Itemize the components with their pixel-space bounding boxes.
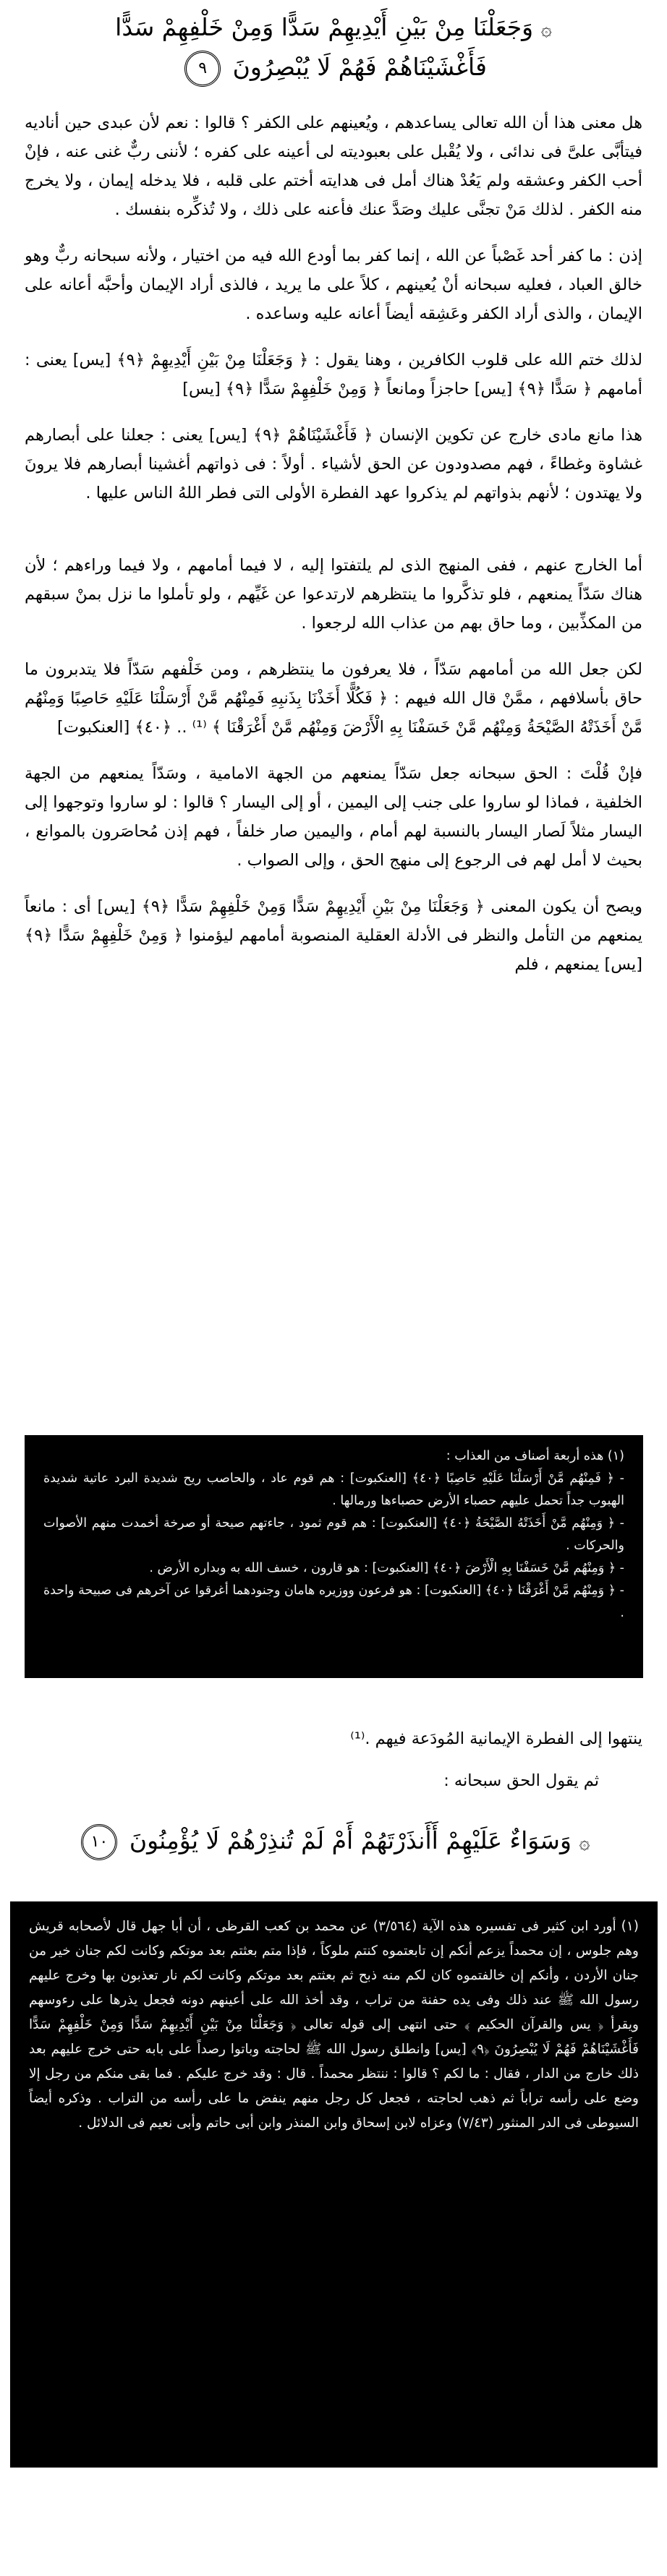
footnote-line: - ﴿ وَمِنْهُم مَّنْ أَخَذَتْهُ الصَّيْحَةُ ﴿٤٠﴾ [العنكبوت] : هم قوم ثمود ، جاءتهم صيحة أو صرخة أخمدت منهم الأصوات والحركات .	[43, 1516, 624, 1553]
verse-number-badge: ٩	[184, 51, 221, 87]
paragraph: هذا مانع مادى خارج عن تكوين الإنسان ﴿ فَأَغْشَيْنَاهُمْ ﴿٩﴾ [يس] يعنى : جعلنا على أبصارهم غشاوة وغطاءً ، فهم مصدودون عن الحق لأشياء . أولاً : فى ذواتهم أغشينا أبصارهم فلا يرونَ ولا يهتدون ؛ لأنهم بذواتهم لم يذكروا عهد الفطرة الأولى التى فطر اللهُ الناس عليها .	[25, 426, 642, 502]
paragraph: ينتهوا إلى الفطرة الإيمانية المُودَعة فيهم .⁽¹⁾	[350, 1729, 642, 1748]
paragraph: لكن جعل الله من أمامهم سَدّاً ، فلا يعرفون ما ينتظرهم ، ومن خَلْفهم سَدّاً فلا يتدبرون ما حاق بأسلافهم ، ممَّنْ قال الله فيهم : ﴿ فَكُلًّا أَخَذْنَا بِذَنبِهِ فَمِنْهُم مَّنْ أَرْسَلْنَا عَلَيْهِ حَاصِبًا وَمِنْهُم مَّنْ أَخَذَتْهُ الصَّيْحَةُ وَمِنْهُم مَّنْ خَسَفْنَا بِهِ الْأَرْضَ وَمِنْهُم مَّنْ أَغْرَقْنَا ﴾ ⁽¹⁾ .. ﴿٤٠﴾ [العنكبوت]	[25, 660, 642, 737]
footnote-box-1	[25, 1435, 643, 1678]
footnote-text: (١) أورد ابن كثير فى تفسيره هذه الآية (٣/٥٦٤) عن محمد بن كعب القرظى ، أن أبا جهل قال لأصحابه قريش وهم جلوس ، إن محمداً يزعم أنكم إن تابعتموه كنتم ملوكاً ، فإذا متم بعثتم بعد موتكم وكانت لكم جنان خير من جنان الأردن ، وأنكم إن خالفتموه كان لكم منه ذبح ثم بعثتم بعد موتكم وكانت لكم نار تعذبون بها وخرج عليهم رسول الله ﷺ عند ذلك وفى يده حفنة من تراب ، وقد أخذ الله على أعينهم دونه فجعل يذرها على رءوسهم ويقرأ ﴿ يس والقرآن الحكيم ﴾ حتى انتهى إلى قوله تعالى ﴿ وَجَعَلْنَا مِنْ بَيْنِ أَيْدِيهِمْ سَدًّا وَمِنْ خَلْفِهِمْ سَدًّا فَأَغْشَيْنَاهُمْ فَهُمْ لَا يُبْصِرُونَ ﴿٩﴾ [يس] وانطلق رسول الله ﷺ لحاجته وباتوا رصداً على بابه حتى خرج عليهم بعد ذلك خارج من الدار ، فقال : ما لكم ؟ قالوا : ننتظر محمداً . قال : وقد خرج عليكم . فما بقى منكم من رجل إلا وضع على رأسه تراباً ثم ذهب لحاجته ، فجعل كل رجل منهم ينفض ما على رأسه من التراب . وذكره أيضاً السيوطى فى الدر المنثور (٧/٤٣) وعزاه لابن إسحاق وابن المنذر وابن أبى حاتم وأبى نعيم فى الدلائل .	[29, 1919, 639, 2131]
footnote-line: (١) هذه أربعة أصناف من العذاب :	[446, 1449, 624, 1463]
main-text	[0, 108, 667, 986]
footnote-line: - ﴿ وَمِنْهُم مَّنْ أَغْرَقْنَا ﴿٤٠﴾ [العنكبوت] : هو فرعون ووزيره هامان وجنودهما أغرقوا عن آخرهم فى صبيحة واحدة .	[43, 1583, 624, 1620]
verse-line-1: وَجَعَلْنَا مِنْ بَيْنِ أَيْدِيهِمْ سَدًّا وَمِنْ خَلْفِهِمْ سَدًّا	[115, 13, 534, 41]
verse-ornament-icon: ۞	[579, 1832, 590, 1854]
paragraph: ويصح أن يكون المعنى ﴿ وَجَعَلْنَا مِنْ بَيْنِ أَيْدِيهِمْ سَدًّا وَمِنْ خَلْفِهِمْ سَدًّا ﴿٩﴾ [يس] أى : مانعاً يمنعهم من التأمل والنظر فى الأدلة العقلية المنصوبة أمامهم ليؤمنوا ﴿ وَمِنْ خَلْفِهِمْ سَدًّا ﴿٩﴾ [يس] يمنعهم ، فلم	[25, 897, 642, 974]
verse-line-2: فَأَغْشَيْنَاهُمْ فَهُمْ لَا يُبْصِرُونَ	[232, 53, 487, 81]
paragraph: إذن : ما كفر أحد غَصْباً عن الله ، إنما كفر بما أودع الله فيه من اختيار ، ولأنه سبحانه ربٌّ وهو خالق العباد ، فعليه سبحانه أنْ يُعينهم ، كلاً على ما يريد ، فالذى أراد الإيمان وأحبَّه أعانه على الإيمان ، والذى أراد الكفر وعَشِقه أيضاً أعانه عليه وساعده .	[25, 247, 642, 323]
verse-ornament-icon: ۞	[540, 19, 552, 40]
footnote-line: - ﴿ وَمِنْهُم مَّنْ خَسَفْنَا بِهِ الْأَرْضَ ﴿٤٠﴾ [العنكبوت] : هو قارون ، خسف الله به وبداره الأرض .	[149, 1561, 624, 1575]
verse-number-badge: ١٠	[81, 1824, 117, 1860]
paragraph: فإنْ قُلْتَ : الحق سبحانه جعل سَدّاً يمنعهم من الجهة الامامية ، وسَدّاً يمنعهم من الجهة الخلفية ، فماذا لو ساروا على جنب إلى اليمين ، أو إلى اليسار ؟ قالوا : لو ساروا وتوجهوا إلى اليسار مثلاً لَصار اليسار بالنسبة لهم أمام ، واليمين صار خلفاً ، فهم إذن مُحاصَرون بالموانع ، بحيث لا أمل لهم فى الرجوع إلى منهج الحق ، وإلى الصواب .	[25, 764, 642, 870]
footnote-box-2	[10, 1901, 658, 2468]
quran-verse-10	[0, 1822, 667, 1862]
paragraph: أما الخارج عنهم ، ففى المنهج الذى لم يلتفتوا إليه ، لا فيما أمامهم ، ولا فيما وراءهم ؛ لأن هناك سَدّاً يمنعهم ، فلو تذكَّروا ما ينتظرهم لارتدعوا عن غَيِّهم ، ولو تأملوا ما نزل بمنْ سبقهم من المكذِّبين ، وما حاق بهم من عذاب الله لرجعوا .	[25, 556, 642, 633]
verse-text: وَسَوَاءٌ عَلَيْهِمْ أَأَنذَرْتَهُمْ أَمْ لَمْ تُنذِرْهُمْ لَا يُؤْمِنُونَ	[129, 1826, 572, 1854]
quran-verse-header	[0, 9, 667, 87]
paragraph: ثم يقول الحق سبحانه :	[443, 1771, 599, 1790]
continuation-text	[0, 1724, 667, 1802]
footnote-line: - ﴿ فَمِنْهُم مَّنْ أَرْسَلْنَا عَلَيْهِ حَاصِبًا ﴿٤٠﴾ [العنكبوت] : هم قوم عاد ، والحاصب ريح شديدة البرد عاتية شديدة الهبوب جداً تحمل عليهم حصباء الأرض حصباءها ورمالها .	[43, 1471, 624, 1508]
paragraph: لذلك ختم الله على قلوب الكافرين ، وهنا يقول : ﴿ وَجَعَلْنَا مِنْ بَيْنِ أَيْدِيهِمْ ﴿٩﴾ [يس] يعنى : أمامهم ﴿ سَدًّا ﴿٩﴾ [يس] حاجزاً ومانعاً ﴿ وَمِنْ خَلْفِهِمْ سَدًّا ﴿٩﴾ [يس]	[25, 351, 643, 398]
paragraph: هل معنى هذا أن الله تعالى يساعدهم ، ويُعينهم على الكفر ؟ قالوا : نعم لأن عبدى حين أناديه فيتأبَّى علىَّ فى ندائى ، ولا يُقْبل على بعبوديته لى أعينه على كفره ؛ لأننى ربٌّ غنى عنه ، فإنْ أحب الكفر وعشقه ولم يَعُدْ هناك أمل فى هدايته أختم على قلبه ، فلا يدخله إيمان ، ولا يخرج منه الكفر . لذلك مَنْ تجنَّى عليك وصَدَّ عنك فأعنه على ذلك ، ولا تُذكِّره بنفسك .	[25, 114, 642, 219]
